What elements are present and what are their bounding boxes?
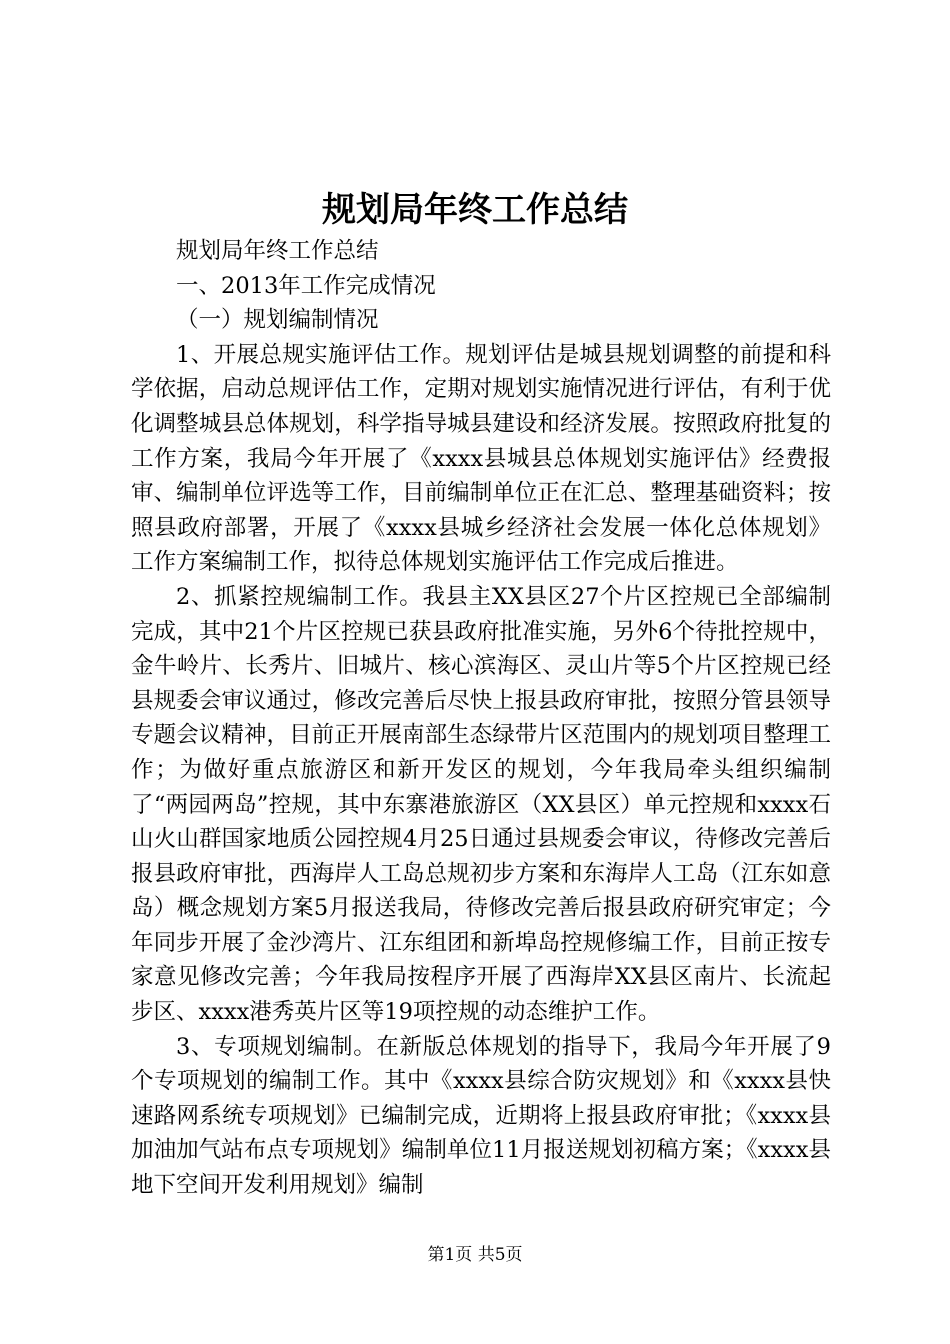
- page-footer: 第1页 共5页: [427, 1245, 523, 1265]
- paragraph-subtitle: 规划局年终工作总结: [176, 238, 379, 264]
- paragraph-subsection-heading: （一）规划编制情况: [176, 307, 379, 334]
- paragraph-section-heading: 一、2013年工作完成情况: [176, 272, 436, 299]
- document-title: 规划局年终工作总结: [322, 190, 628, 230]
- paragraph-item-2: 2、抓紧控规编制工作。我县主XX县区27个片区控规已全部编制完成，其中21个片区控规已获县政府批准实施，另外6个待批控规中，金牛岭片、长秀片、旧城片、核心滨海区、灵山片等5个片区控规已经县规委会审议通过，修改完善后尽快上报县政府审批，按照分管县领导专题会议精神，目前正开展南部生态绿带片区范围内的规划项目整理工作；为做好重点旅游区和新开发区的规划，今年我局牵头组织编制了“两园两岛”控规，其中东寨港旅游区（XX县区）单元控规和xxxx石山火山群国家地质公园控规4月25日通过县规委会审议，待修改完善后报县政府审批，西海岸人工岛总规初步方案和东海岸人工岛（江东如意岛）概念规划方案5月报送我局，待修改完善后报县政府研究审定；今年同步开展了金沙湾片、江东组团和新埠岛控规修编工作，目前正按专家意见修改完善；今年我局按程序开展了西海岸XX县区南片、长流起步区、xxxx港秀英片区等19项控规的动态维护工作。: [131, 583, 831, 1026]
- paragraph-item-3: 3、专项规划编制。在新版总体规划的指导下，我局今年开展了9个专项规划的编制工作。其中《xxxx县综合防灾规划》和《xxxx县快速路网系统专项规划》已编制完成，近期将上报县政府审批；《xxxx县加油加气站布点专项规划》编制单位11月报送规划初稿方案；《xxxx县地下空间开发利用规划》编制: [131, 1033, 831, 1199]
- document-body: [131, 234, 831, 1203]
- paragraph-item-1: 1、开展总规实施评估工作。规划评估是城县规划调整的前提和科学依据，启动总规评估工作，定期对规划实施情况进行评估，有利于优化调整城县总体规划，科学指导城县建设和经济发展。按照政府批复的工作方案，我局今年开展了《xxxx县城县总体规划实施评估》经费报审、编制单位评选等工作，目前编制单位正在汇总、整理基础资料；按照县政府部署，开展了《xxxx县城乡经济社会发展一体化总体规划》工作方案编制工作，拟待总体规划实施评估工作完成后推进。: [131, 341, 831, 576]
